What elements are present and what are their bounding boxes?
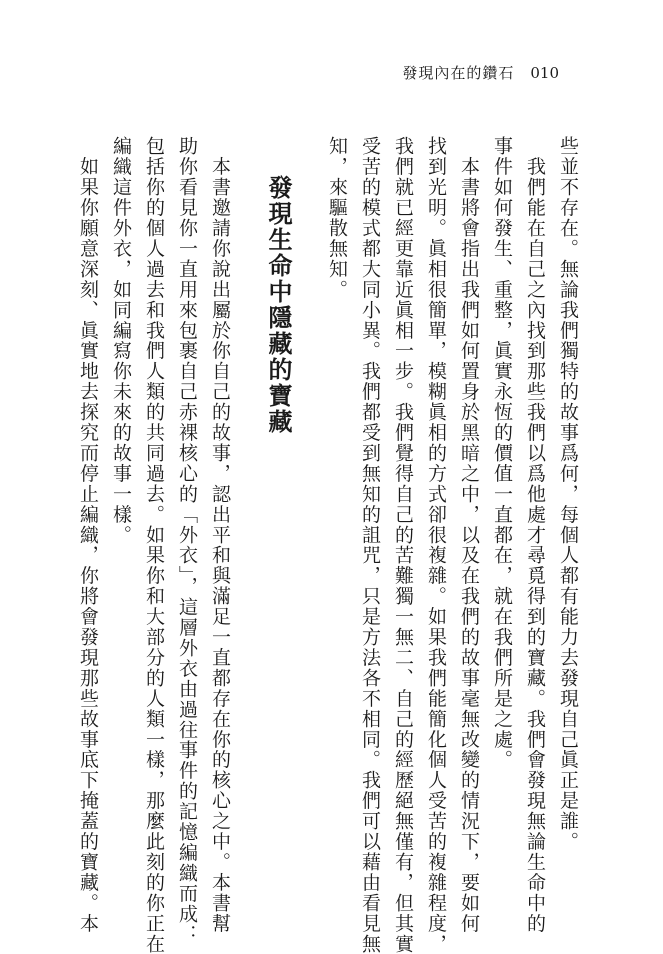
text-column-2: 我們能在自己之內找到那些我們以爲他處才尋覓得到的寶藏。我們會發現無論生命中的 (524, 136, 546, 934)
running-head (402, 62, 559, 83)
text-column-6: 我們就已經更靠近眞相一步。我們覺得自己的苦難獨一無二、自己的經歷絕無僅有，但其實 (392, 136, 414, 954)
text-column-5: 找到光明。眞相很簡單，模糊眞相的方式卻很複雜。如果我們能簡化個人受苦的複雜程度， (425, 136, 447, 954)
book-title: 發現內在的鑽石 (402, 64, 515, 82)
page-number: 010 (530, 64, 559, 82)
text-column-1: 些並不存在。無論我們獨特的故事爲何，每個人都有能力去發現自己眞正是誰。 (557, 136, 579, 852)
text-column-4: 本書將會指出我們如何置身於黑暗之中，以及在我們的故事毫無改變的情況下，要如何 (458, 136, 480, 934)
text-column-7: 受苦的模式都大同小異。我們都受到無知的詛咒，只是方法各不相同。我們可以藉由看見無 (359, 136, 381, 954)
text-column-11: 包括你的個人過去和我們人類的共同過去。如果你和大部分的人類一樣，那麼此刻的你正在 (143, 136, 165, 954)
text-column-3: 事件如何發生、重整，眞實永恆的價值一直都在，就在我們所是之處。 (491, 136, 513, 770)
text-column-13: 如果你願意深刻、眞實地去探究而停止編織，你將會發現那些故事底下掩蓋的寶藏。本 (77, 136, 99, 934)
text-column-9: 本書邀請你說出屬於你自己的故事，認出平和與滿足一直都存在你的核心之中。本書幫 (209, 136, 231, 934)
text-column-8: 知，來驅散無知。 (326, 136, 348, 300)
text-column-10: 助你看見你一直用來包裹自己赤裸核心的「外衣」，這層外衣由過往事件的記憶編織而成： (176, 136, 198, 945)
section-heading: 發現生命中隱藏的寶藏 (264, 175, 293, 435)
text-column-12: 編織這件外衣，如同編寫你未來的故事一樣。 (110, 136, 132, 545)
